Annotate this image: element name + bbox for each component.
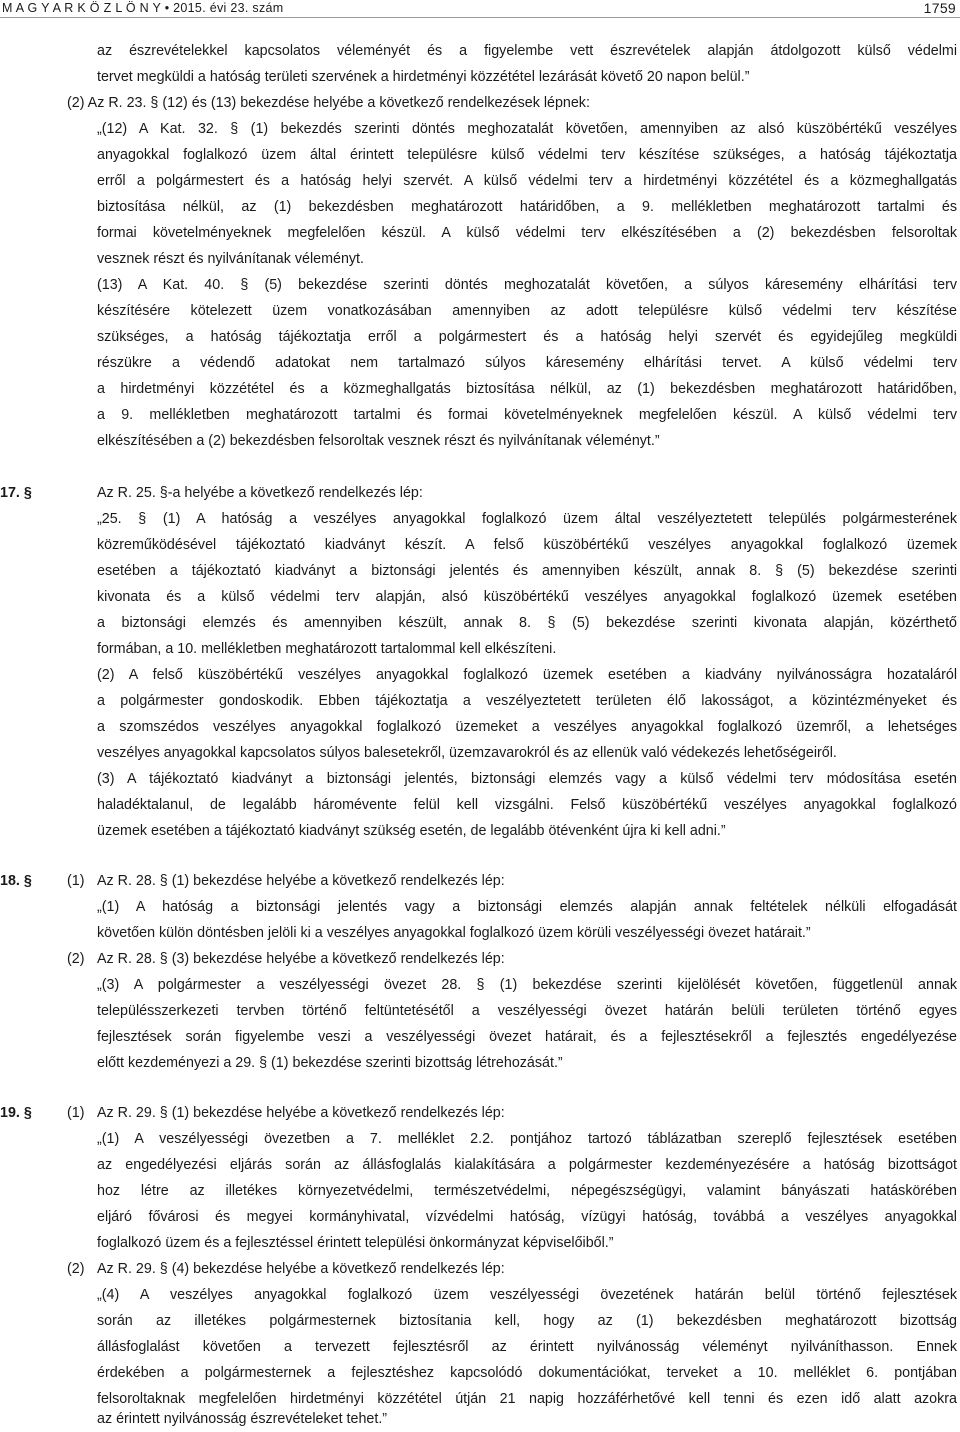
paragraph-line: fejlesztések során figyelembe veszi a veszélyességi övezet határait, és a fejlesztésekről a fejlesztés engedélyezése — [97, 1029, 957, 1045]
subsection-label: (1) — [67, 873, 85, 889]
paragraph-line: Az R. 25. §-a helyébe a következő rendelkezés lép: — [97, 485, 423, 501]
paragraph-line: a szomszédos veszélyes anyagokkal foglalkozó üzemeket a veszélyes anyagokkal foglalkozó üzemről, a lehetséges — [97, 719, 957, 735]
paragraph-line: érdekében a polgármesternek a fejlesztéshez kapcsolódó dokumentációkat, terveket a 10. melléklet 6. pontjában — [97, 1365, 957, 1381]
paragraph-line: során az illetékes polgármesternek biztosítania kell, hogy az (1) bekezdésben meghatározott bizottság — [97, 1313, 957, 1329]
section-number: 18. § — [0, 873, 32, 889]
paragraph-line: az érintett nyilvánosság észrevételeket tehet.” — [97, 1411, 388, 1427]
subsection-label: (2) — [67, 951, 85, 967]
paragraph-line: formában, a 10. mellékletben meghatározott tartalommal kell elkészíteni. — [97, 641, 557, 657]
paragraph-line: készítésére kötelezett üzem vonatkozásában amennyiben az adott településre külső védelmi terv készítése — [97, 303, 957, 319]
paragraph-line: Az R. 28. § (3) bekezdése helyébe a következő rendelkezés lép: — [97, 951, 505, 967]
paragraph-line: (2) Az R. 23. § (12) és (13) bekezdése helyébe a következő rendelkezések lépnek: — [67, 95, 590, 111]
paragraph-line: követően külön döntésben jelöli ki a veszélyes anyagokkal foglalkozó üzem körüli veszélyességi övezet határait.” — [97, 925, 811, 941]
header-rule — [0, 17, 960, 18]
paragraph-line: (3) A tájékoztató kiadványt a biztonsági jelentés, biztonsági elemzés vagy a külső védelmi terv módosítása esetén — [97, 771, 957, 787]
paragraph-line: „(1) A veszélyességi övezetben a 7. melléklet 2.2. pontjához tartozó táblázatban szereplő fejlesztések esetében — [97, 1131, 957, 1147]
paragraph-line: tervet megküldi a hatóság területi szervének a hirdetményi közzététel lezárását követő 20 napon belül.” — [97, 69, 750, 85]
paragraph-line: kivonata és a külső védelmi terv alapján, alsó küszöbértékű veszélyes anyagokkal foglalkozó üzemek esetében — [97, 589, 957, 605]
paragraph-line: erről a polgármestert és a hatóság helyi szervét. A külső védelmi terv a hirdetményi közzététel és a közmeghallgatás — [97, 173, 957, 189]
paragraph-line: előtt kezdeményezi a 29. § (1) bekezdése szerinti bizottság létrehozását.” — [97, 1055, 563, 1071]
paragraph-line: közreműködésével tájékoztató kiadványt készít. A felső küszöbértékű veszélyes anyagokkal foglalkozó üzemek — [97, 537, 957, 553]
page-header — [0, 0, 960, 18]
paragraph-line: esetében a tájékoztató kiadványt a biztonsági jelentés és amennyiben készült, annak 8. § (5) bekezdése szerinti — [97, 563, 957, 579]
subsection-label: (2) — [67, 1261, 85, 1277]
paragraph-line: Az R. 29. § (4) bekezdése helyébe a következő rendelkezés lép: — [97, 1261, 505, 1277]
paragraph-line: anyagokkal foglalkozó üzem által érintett településre külső védelmi terv készítése szükséges, a hatóság tájékoztatja — [97, 147, 957, 163]
paragraph-line: „(3) A polgármester a veszélyességi övezet 28. § (1) bekezdése szerinti kijelölését követően, függetlenül annak — [97, 977, 957, 993]
paragraph-line: szükséges, a hatóság tájékoztatja erről a polgármestert és a hatóság helyi szervét és egyidejűleg megküldi — [97, 329, 957, 345]
paragraph-line: a 9. mellékletben meghatározott tartalmi és formai követelményeknek megfelelően készül. A külső védelmi terv — [97, 407, 957, 423]
paragraph-line: részükre a védendő adatokat nem tartalmazó súlyos káresemény elhárítási tervet. A külső védelmi terv — [97, 355, 957, 371]
paragraph-line: az engedélyezési eljárás során az állásfoglalás kialakítására a polgármester kezdeményezésére a hatóság bizottságot — [97, 1157, 957, 1173]
journal-title: M A G Y A R K Ö Z L Ö N Y • 2015. évi 23. szám — [2, 1, 284, 15]
section-number: 19. § — [0, 1105, 32, 1121]
paragraph-line: elkészítésében a (2) bekezdésben felsoroltak vesznek részt és nyilvánítanak véleményt.” — [97, 433, 660, 449]
paragraph-line: „(12) A Kat. 32. § (1) bekezdés szerinti döntés meghozatalát követően, amennyiben az alsó küszöbértékű veszélyes — [97, 121, 957, 137]
page-number: 1759 — [923, 0, 956, 16]
paragraph-line: „(1) A hatóság a biztonsági jelentés vagy a biztonsági elemzés alapján annak feltételek nélküli elfogadását — [97, 899, 957, 915]
paragraph-line: állásfoglalást követően a tervezett fejlesztésről az érintett nyilvánosság véleményt nyilváníthasson. Ennek — [97, 1339, 957, 1355]
paragraph-line: „25. § (1) A hatóság a veszélyes anyagokkal foglalkozó üzem által veszélyeztetett település polgármesterének — [97, 511, 957, 527]
paragraph-line: a biztonsági elemzés és amennyiben készült, annak 8. § (5) bekezdése szerinti kivonata alapján, közérthető — [97, 615, 957, 631]
paragraph-line: haladéktalanul, de legalább háromévente felül kell vizsgálni. Felső küszöbértékű veszélyes anyagokkal foglalkozó — [97, 797, 957, 813]
paragraph-line: (2) A felső küszöbértékű veszélyes anyagokkal foglalkozó üzemek esetében a kiadvány nyilvánosságra hozataláról — [97, 667, 957, 683]
paragraph-line: „(4) A veszélyes anyagokkal foglalkozó üzem veszélyességi övezetének határán belül történő fejlesztések — [97, 1287, 957, 1303]
paragraph-line: biztosítása nélkül, az (1) bekezdésben meghatározott határidőben, a 9. mellékletben meghatározott tartalmi és — [97, 199, 957, 215]
paragraph-line: (13) A Kat. 40. § (5) bekezdése szerinti döntés meghozatalát követően, a súlyos káresemény elhárítási terv — [97, 277, 957, 293]
paragraph-line: a polgármester gondoskodik. Ebben tájékoztatja a veszélyeztetett területen élő lakosságot, a közintézményeket és — [97, 693, 957, 709]
paragraph-line: az észrevételekkel kapcsolatos véleményét és a figyelembe vett észrevételek alapján átdolgozott külső védelmi — [97, 43, 957, 59]
paragraph-line: a hirdetményi közzététel és a közmeghallgatás biztosítása nélkül, az (1) bekezdésben meghatározott határidőben, — [97, 381, 957, 397]
paragraph-line: vesznek részt és nyilvánítanak véleményt. — [97, 251, 364, 267]
subsection-label: (1) — [67, 1105, 85, 1121]
paragraph-line: Az R. 29. § (1) bekezdése helyébe a következő rendelkezés lép: — [97, 1105, 505, 1121]
paragraph-line: formai követelményeknek megfelelően készül. A külső védelmi terv elkészítésében a (2) bekezdésben felsoroltak — [97, 225, 957, 241]
paragraph-line: felsoroltaknak megfelelően hirdetményi közzététel útján 21 napig hozzáférhetővé kell tenni és ezen idő alatt azokra — [97, 1391, 957, 1407]
paragraph-line: foglalkozó üzem és a fejlesztéssel érintett települési önkormányzat képviselőiből.” — [97, 1235, 614, 1251]
paragraph-line: településszerkezeti tervben történő feltüntetésétől a veszélyességi övezet határán belüli területen történő egyes — [97, 1003, 957, 1019]
paragraph-line: veszélyes anyagokkal kapcsolatos súlyos balesetekről, üzemzavarokról és az ellenük való védekezés lehetőségeiről. — [97, 745, 837, 761]
paragraph-line: üzemek esetében a tájékoztató kiadványt szükség esetén, de legalább ötévenként újra ki kell adni.” — [97, 823, 726, 839]
section-number: 17. § — [0, 485, 32, 501]
paragraph-line: eljáró fővárosi és megyei kormányhivatal, vízvédelmi hatóság, vízügyi hatóság, továbbá a veszélyes anyagokkal — [97, 1209, 957, 1225]
paragraph-line: Az R. 28. § (1) bekezdése helyébe a következő rendelkezés lép: — [97, 873, 505, 889]
paragraph-line: hoz létre az illetékes környezetvédelmi, természetvédelmi, népegészségügyi, valamint bányászati hatáskörében — [97, 1183, 957, 1199]
